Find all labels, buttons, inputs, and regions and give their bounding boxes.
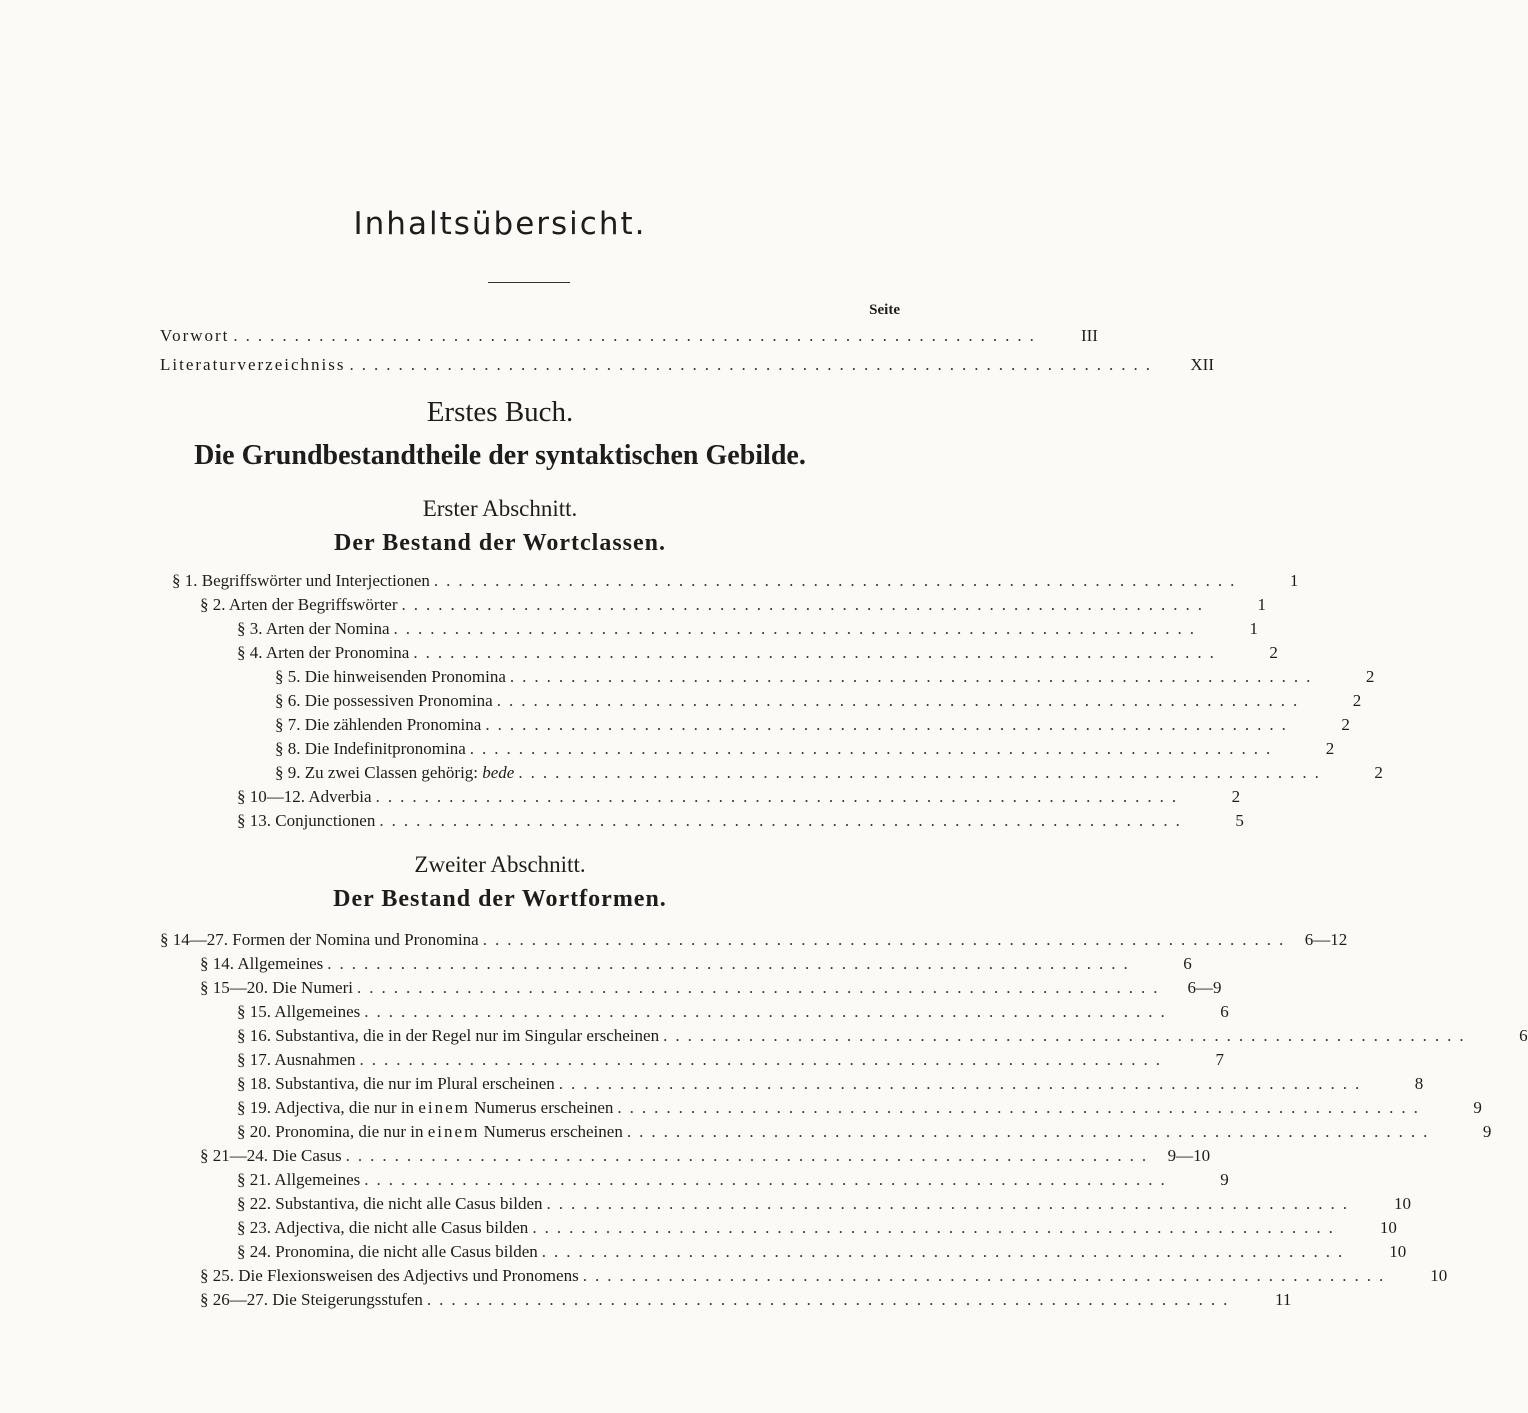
section-number: § 14. <box>200 954 234 973</box>
section-number: § 18. <box>237 1074 271 1093</box>
toc-entry[interactable]: § 1. Begriffswörter und Interjectionen .................................................................. 1 <box>172 571 1299 590</box>
entry-text: Begriffswörter und Interjectionen <box>201 571 430 590</box>
section-number: § 7. <box>275 715 301 734</box>
section2-title: Der Bestand der Wortformen. <box>333 886 667 912</box>
entry-text: Pronomina, die nur in <box>275 1122 424 1141</box>
toc-entry[interactable]: § 24. Pronomina, die nicht alle Casus bilden .................................................................. 10 <box>237 1242 1407 1261</box>
section-number: § 26—27. <box>200 1290 268 1309</box>
toc-entry[interactable]: § 10—12. Adverbia .................................................................. 2 <box>237 787 1241 806</box>
toc-entry[interactable]: § 20. Pronomina, die nur in einem Numerus erscheinen .................................................................. 9 <box>237 1122 1492 1141</box>
toc-entry[interactable]: § 2. Arten der Begriffswörter .................................................................. 1 <box>200 595 1266 614</box>
entry-page: 9 <box>1220 1170 1229 1189</box>
section1-label: Erster Abschnitt. <box>422 496 578 521</box>
entry-page: 2 <box>1325 739 1335 758</box>
toc-entry-literaturverzeichniss[interactable]: Literaturverzeichniss .................................................................. XII <box>160 355 1214 374</box>
section-number: § 4. <box>237 643 263 662</box>
section-number: § 1. <box>172 571 198 590</box>
entry-page: 1 <box>1289 571 1299 590</box>
entry-text-continued: Numerus erscheinen <box>483 1122 623 1141</box>
toc-entry[interactable]: § 16. Substantiva, die in der Regel nur im Singular erscheinen .................................................................. 6 <box>237 1026 1528 1045</box>
toc-entry-label: Vorwort <box>160 326 230 345</box>
section-number: § 10—12. <box>237 787 305 806</box>
entry-spaced-word: einem <box>418 1098 470 1117</box>
entry-text: Arten der Nomina <box>265 619 390 638</box>
entry-page: 1 <box>1249 619 1258 638</box>
toc-entry[interactable]: § 8. Die Indefinitpronomina .................................................................. 2 <box>275 739 1335 758</box>
entry-page: 10 <box>1389 1242 1407 1261</box>
toc-entry-page: III <box>1080 326 1098 345</box>
section-number: § 24. <box>237 1242 271 1261</box>
section-number: § 20. <box>237 1122 271 1141</box>
entry-text: Ausnahmen <box>274 1050 356 1069</box>
entry-text: Arten der Pronomina <box>265 643 410 662</box>
toc-entry[interactable]: § 13. Conjunctionen .................................................................. 5 <box>237 811 1244 830</box>
toc-entry[interactable]: § 21. Allgemeines .................................................................. 9 <box>237 1170 1229 1189</box>
toc-entry[interactable]: § 14. Allgemeines .................................................................. 6 <box>200 954 1192 973</box>
entry-text: Die Numeri <box>272 978 353 997</box>
toc-entry[interactable]: § 15. Allgemeines .................................................................. 6 <box>237 1002 1229 1021</box>
entry-text: Die Casus <box>272 1146 342 1165</box>
section-number: § 21. <box>237 1170 271 1189</box>
entry-text: Conjunctionen <box>275 811 376 830</box>
entry-page: 5 <box>1235 811 1244 830</box>
entry-text: Die Steigerungsstufen <box>272 1290 423 1309</box>
entry-text: Die Flexionsweisen des Adjectivs und Pronomens <box>238 1266 579 1285</box>
toc-entry-label: Literaturverzeichniss <box>160 355 346 374</box>
section-number: § 14—27. <box>160 930 228 949</box>
entry-page: 9 <box>1473 1098 1482 1117</box>
entry-page: 2 <box>1341 715 1350 734</box>
section-number: § 3. <box>237 619 263 638</box>
toc-entry[interactable]: § 4. Arten der Pronomina .................................................................. 2 <box>237 643 1278 662</box>
toc-entry[interactable]: § 7. Die zählenden Pronomina .................................................................. 2 <box>275 715 1350 734</box>
entry-page: 11 <box>1274 1290 1292 1309</box>
section2-label: Zweiter Abschnitt. <box>414 852 586 877</box>
entry-page: 9 <box>1482 1122 1492 1141</box>
book-title: Erstes Buch. <box>426 396 574 428</box>
toc-entry[interactable]: § 26—27. Die Steigerungsstufen .................................................................. 11 <box>200 1290 1292 1309</box>
entry-text: Die zählenden Pronomina <box>304 715 482 734</box>
entry-text: Zu zwei Classen gehörig: <box>304 763 479 782</box>
entry-page: 6 <box>1519 1026 1528 1045</box>
entry-page: 10 <box>1394 1194 1411 1213</box>
toc-entry[interactable]: § 22. Substantiva, die nicht alle Casus bilden .................................................................. 10 <box>237 1194 1411 1213</box>
entry-page: 2 <box>1231 787 1241 806</box>
entry-page: 8 <box>1414 1074 1424 1093</box>
section-number: § 6. <box>275 691 301 710</box>
entry-text: Allgemeines <box>274 1002 361 1021</box>
toc-entry[interactable]: § 9. Zu zwei Classen gehörig: bede .................................................................. 2 <box>275 763 1383 782</box>
entry-text: Allgemeines <box>237 954 324 973</box>
book-subtitle: Die Grundbestandtheile der syntaktischen Gebilde. <box>194 440 806 471</box>
entry-text-continued: Numerus erscheinen <box>474 1098 614 1117</box>
section1-title: Der Bestand der Wortclassen. <box>334 530 666 556</box>
entry-text: Die possessiven Pronomina <box>304 691 493 710</box>
entry-page: 1 <box>1257 595 1266 614</box>
toc-entry[interactable]: § 15—20. Die Numeri .................................................................. 6—9 <box>200 978 1222 997</box>
toc-entry-page: XII <box>1190 355 1214 374</box>
entry-text: Adverbia <box>308 787 372 806</box>
section-number: § 17. <box>237 1050 271 1069</box>
section-number: § 9. <box>275 763 301 782</box>
entry-page: 2 <box>1374 763 1383 782</box>
toc-entry[interactable]: § 18. Substantiva, die nur im Plural erscheinen .................................................................. 8 <box>237 1074 1424 1093</box>
entry-page: 6 <box>1220 1002 1229 1021</box>
section-number: § 5. <box>275 667 301 686</box>
entry-text: Pronomina, die nicht alle Casus bilden <box>275 1242 538 1261</box>
section-number: § 16. <box>237 1026 271 1045</box>
entry-text: Die hinweisenden Pronomina <box>304 667 506 686</box>
section-number: § 2. <box>200 595 226 614</box>
entry-page: 6—12 <box>1304 930 1348 949</box>
entry-text: Arten der Begriffswörter <box>228 595 398 614</box>
toc-entry[interactable]: § 25. Die Flexionsweisen des Adjectivs und Pronomens .................................................................. 10 <box>200 1266 1448 1285</box>
section-number: § 25. <box>200 1266 234 1285</box>
section-number: § 22. <box>237 1194 271 1213</box>
entry-spaced-word: einem <box>427 1122 480 1141</box>
entry-page: 7 <box>1215 1050 1225 1069</box>
entry-text: Substantiva, die in der Regel nur im Singular erscheinen <box>275 1026 660 1045</box>
entry-page: 10 <box>1379 1218 1397 1237</box>
entry-page: 2 <box>1365 667 1375 686</box>
section-number: § 13. <box>237 811 271 830</box>
entry-text: Adjectiva, die nur in <box>274 1098 415 1117</box>
entry-text: Die Indefinitpronomina <box>304 739 466 758</box>
entry-page: 2 <box>1352 691 1362 710</box>
entry-text: Formen der Nomina und Pronomina <box>232 930 479 949</box>
section-number: § 15. <box>237 1002 271 1021</box>
entry-text: Adjectiva, die nicht alle Casus bilden <box>274 1218 529 1237</box>
toc-entry[interactable]: § 21—24. Die Casus .................................................................. 9—10 <box>200 1146 1211 1165</box>
section-number: § 23. <box>237 1218 271 1237</box>
title-rule <box>488 282 570 283</box>
section-number: § 15—20. <box>200 978 268 997</box>
toc-entry[interactable]: § 23. Adjectiva, die nicht alle Casus bilden .................................................................. 10 <box>237 1218 1397 1237</box>
entry-page: 9—10 <box>1167 1146 1211 1165</box>
entry-page: 2 <box>1269 643 1278 662</box>
entry-page: 6—9 <box>1187 978 1222 997</box>
toc-entry[interactable]: § 3. Arten der Nomina .................................................................. 1 <box>237 619 1258 638</box>
toc-entry[interactable]: § 17. Ausnahmen .................................................................. 7 <box>237 1050 1225 1069</box>
entry-page: 10 <box>1430 1266 1448 1285</box>
toc-entry[interactable]: § 14—27. Formen der Nomina und Pronomina .................................................................. 6—12 <box>160 930 1348 949</box>
toc-entry[interactable]: § 5. Die hinweisenden Pronomina .................................................................. 2 <box>275 667 1375 686</box>
entry-text: Allgemeines <box>274 1170 361 1189</box>
toc-entry[interactable]: § 6. Die possessiven Pronomina .................................................................. 2 <box>275 691 1362 710</box>
toc-entry[interactable]: § 19. Adjectiva, die nur in einem Numerus erscheinen .................................................................. 9 <box>237 1098 1482 1117</box>
page-title: Inhaltsübersicht. <box>353 206 647 242</box>
entry-text: Substantiva, die nicht alle Casus bilden <box>275 1194 543 1213</box>
toc-entry-vorwort[interactable]: Vorwort .................................................................. III <box>160 326 1098 345</box>
entry-page: 6 <box>1183 954 1192 973</box>
seite-label: Seite <box>869 302 900 318</box>
entry-italic-word: bede <box>482 763 515 782</box>
section-number: § 8. <box>275 739 301 758</box>
section-number: § 19. <box>237 1098 271 1117</box>
section-number: § 21—24. <box>200 1146 268 1165</box>
entry-text: Substantiva, die nur im Plural erscheinen <box>275 1074 555 1093</box>
